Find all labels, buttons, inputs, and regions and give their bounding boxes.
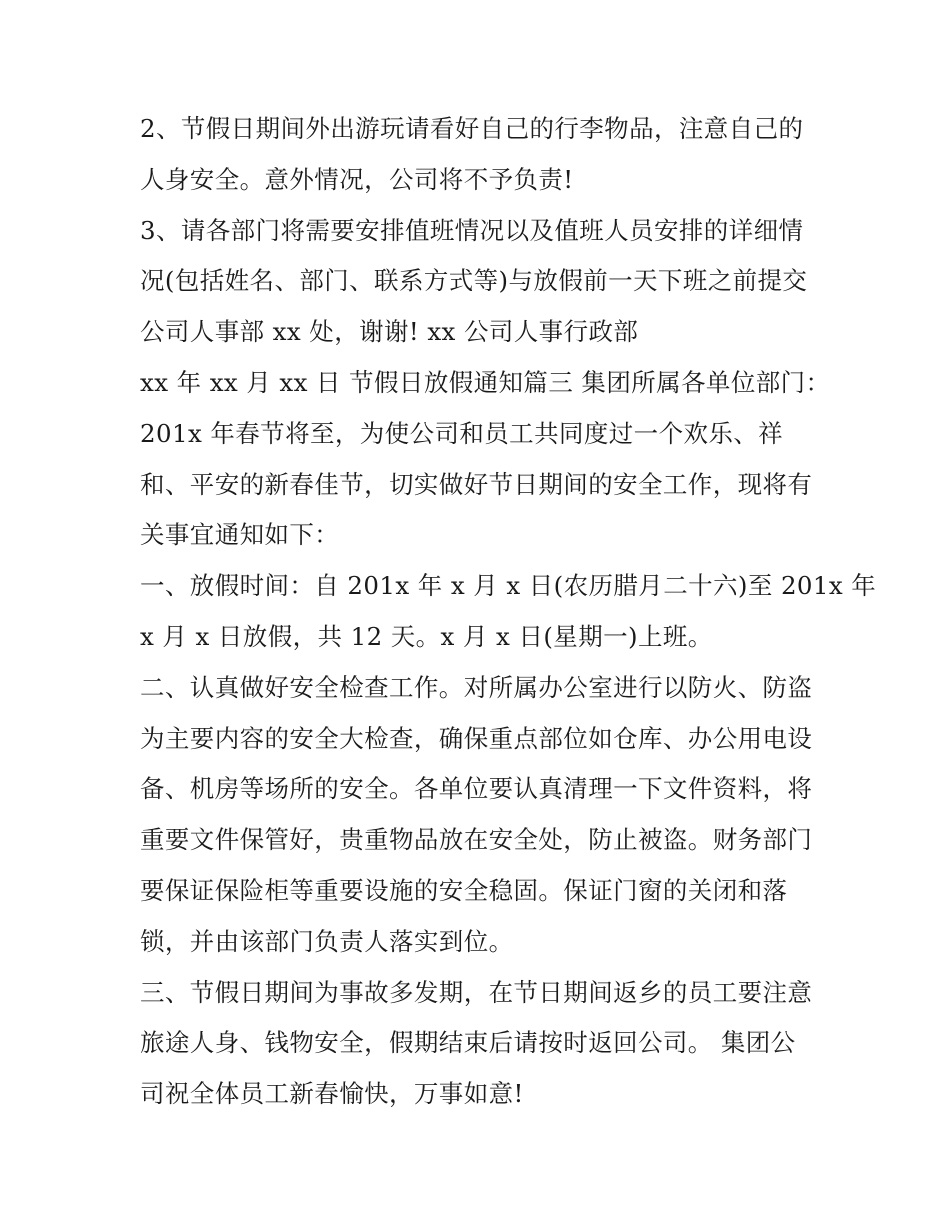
text-line: 旅途人身、钱物安全，假期结束后请按时返回公司。 集团公 <box>140 1028 796 1058</box>
text-line: 一、放假时间：自 201x 年 x 月 x 日(农历腊月二十六)至 201x 年 <box>140 571 877 601</box>
text-line: 3、请各部门将需要安排值班情况以及值班人员安排的详细情 <box>140 215 804 245</box>
text-line: x 月 x 日放假，共 12 天。x 月 x 日(星期一)上班。 <box>140 621 713 651</box>
document-body <box>140 104 877 1120</box>
text-line: 关事宜通知如下： <box>140 520 340 550</box>
text-line: 锁，并由该部门负责人落实到位。 <box>140 926 514 956</box>
text-line: 况(包括姓名、部门、联系方式等)与放假前一天下班之前提交 <box>140 266 808 296</box>
text-line: 三、节假日期间为事故多发期，在节日期间返乡的员工要注意 <box>140 977 813 1007</box>
text-line: 司祝全体员工新春愉快，万事如意! <box>140 1079 524 1109</box>
text-line: 公司人事部 xx 处，谢谢! xx 公司人事行政部 <box>140 317 639 347</box>
text-line: 重要文件保管好，贵重物品放在安全处，防止被盗。财务部门 <box>140 825 813 855</box>
text-line: 为主要内容的安全大检查，确保重点部位如仓库、办公用电设 <box>140 723 813 753</box>
text-line: 备、机房等场所的安全。各单位要认真清理一下文件资料，将 <box>140 774 813 804</box>
text-line: 2、节假日期间外出游玩请看好自己的行李物品，注意自己的 <box>140 114 804 143</box>
text-line: 人身安全。意外情况，公司将不予负责! <box>140 164 574 194</box>
text-line: 和、平安的新春佳节，切实做好节日期间的安全工作，现将有 <box>140 469 813 499</box>
text-line: 201x 年春节将至，为使公司和员工共同度过一个欢乐、祥 <box>140 418 784 448</box>
text-line: xx 年 xx 月 xx 日 节假日放假通知篇三 集团所属各单位部门： <box>140 367 831 397</box>
text-line: 要保证保险柜等重要设施的安全稳固。保证门窗的关闭和落 <box>140 875 788 905</box>
text-line: 二、认真做好安全检查工作。对所属办公室进行以防火、防盗 <box>140 672 813 702</box>
